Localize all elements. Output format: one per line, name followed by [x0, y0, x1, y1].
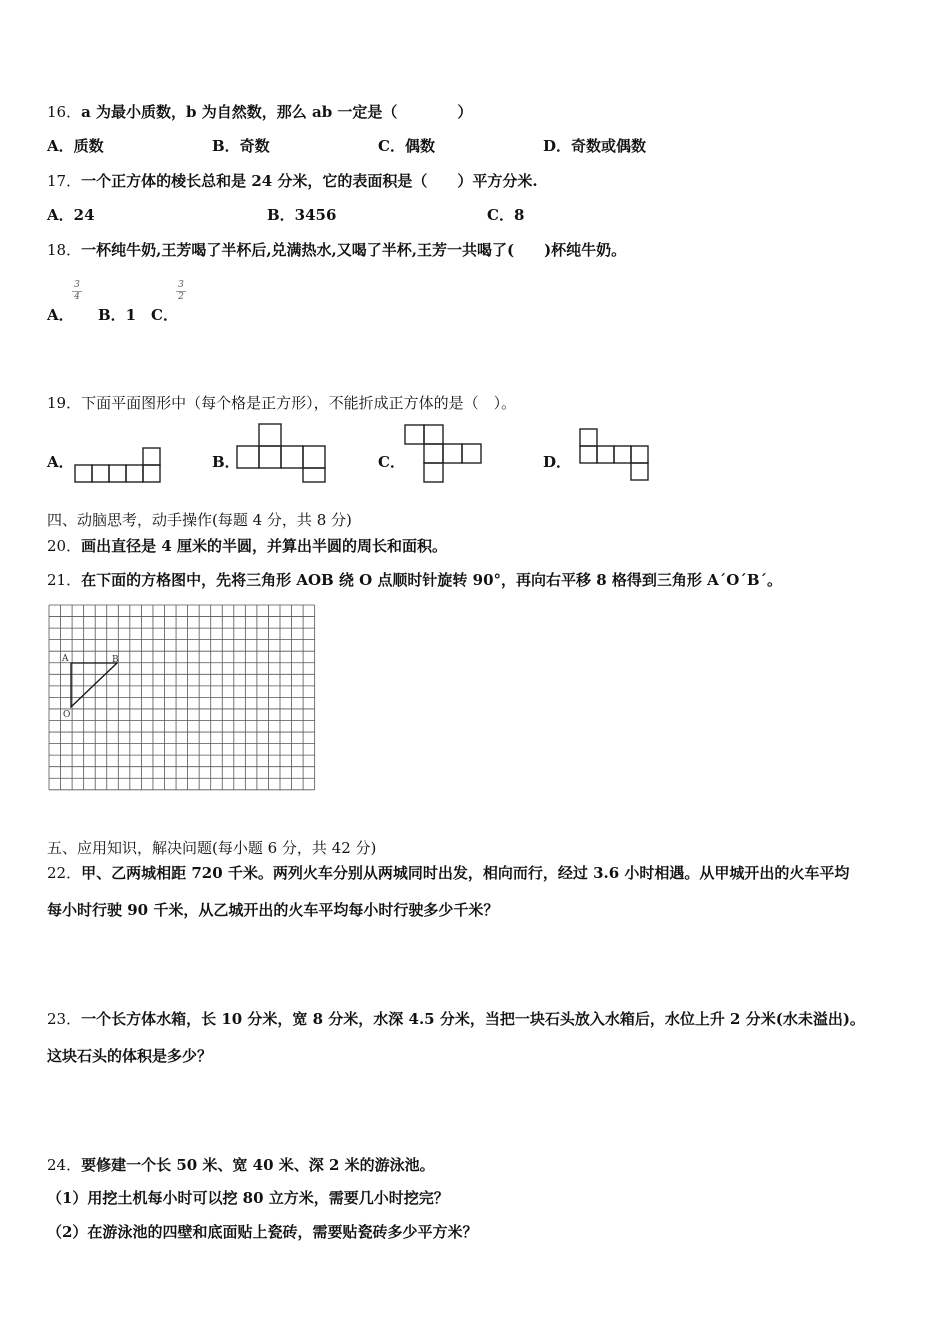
question-text: 甲、乙两城相距 720 千米。两列火车分别从两城同时出发，相向而行，经过 3.6 小时相遇。从甲城开出的火车平均	[81, 864, 850, 882]
question-16	[47, 102, 472, 122]
question-22-line-1	[47, 863, 849, 883]
point-o-label: O	[63, 710, 71, 720]
question-text: 要修建一个长 50 米、宽 40 米、深 2 米的游泳池。	[81, 1156, 435, 1174]
triangle-aob	[71, 663, 117, 707]
q16-option-a: A．质数	[47, 137, 104, 155]
q18-fraction-c	[176, 281, 186, 302]
q18-option-c: C．	[151, 306, 178, 324]
question-text: 一杯纯牛奶,王芳喝了半杯后,兑满热水,又喝了半杯,王芳一共喝了( )杯纯牛奶。	[81, 241, 627, 259]
q19-option-c: C．	[378, 453, 405, 471]
point-a-label: A	[62, 654, 69, 664]
q17-option-c: C．8	[487, 206, 525, 224]
question-18	[47, 240, 626, 260]
question-23-line-2: 这块石头的体积是多少？	[47, 1047, 213, 1065]
question-number: 24．	[47, 1156, 82, 1174]
cube-net-a	[70, 445, 170, 487]
question-17	[47, 171, 538, 191]
question-number: 21．	[47, 571, 82, 589]
grid-lines	[49, 605, 315, 790]
question-number: 17．	[47, 172, 82, 190]
square-grid	[48, 603, 326, 795]
question-number: 19．	[47, 394, 82, 412]
q16-option-c: C．偶数	[378, 137, 435, 155]
section-4-title: 四、动脑思考，动手操作(每题 4 分，共 8 分)	[47, 511, 352, 529]
section-5-title: 五、应用知识，解决问题(每小题 6 分，共 42 分)	[47, 839, 377, 857]
fraction-denominator: 4	[74, 292, 80, 302]
q18-option-b: B．1	[98, 306, 137, 324]
question-22-line-2: 每小时行驶 90 千米，从乙城开出的火车平均每小时行驶多少千米？	[47, 901, 499, 919]
question-text: 一个长方体水箱，长 10 分米，宽 8 分米，水深 4.5 分米，当把一块石头放入水箱后，水位上升 2 分米(水未溢出)。	[81, 1010, 865, 1028]
question-text: 画出直径是 4 厘米的半圆，并算出半圆的周长和面积。	[81, 537, 447, 555]
point-b-label: B	[112, 655, 119, 665]
question-20	[47, 536, 447, 556]
question-24-sub-1: （1）用挖土机每小时可以挖 80 立方米，需要几小时挖完？	[47, 1189, 449, 1207]
q19-option-b: B．	[212, 453, 240, 471]
question-number: 23．	[47, 1010, 82, 1028]
fraction-numerator: 3	[74, 280, 80, 290]
fraction-numerator: 3	[178, 280, 184, 290]
q17-option-b: B．3456	[267, 206, 337, 224]
question-text: a 为最小质数，b 为自然数，那么 ab 一定是（ ）	[81, 103, 473, 121]
question-number: 20．	[47, 537, 82, 555]
fraction-denominator: 2	[178, 292, 184, 302]
q19-option-d: D．	[543, 453, 572, 471]
q19-option-a: A．	[47, 453, 74, 471]
q17-option-a: A．24	[47, 206, 95, 224]
question-text: 一个正方体的棱长总和是 24 分米，它的表面积是（ ）平方分米.	[81, 172, 538, 190]
cube-net-d	[575, 424, 660, 486]
question-24-sub-2: （2）在游泳池的四壁和底面贴上瓷砖，需要贴瓷砖多少平方米？	[47, 1223, 478, 1241]
question-number: 18．	[47, 241, 82, 259]
question-21	[47, 570, 782, 590]
q18-option-a: A．	[47, 306, 74, 324]
q18-fraction-a	[72, 281, 82, 302]
question-19	[47, 393, 516, 413]
cube-net-b	[232, 418, 332, 488]
question-24	[47, 1155, 435, 1175]
cube-net-c	[400, 420, 490, 486]
q16-option-d: D．奇数或偶数	[543, 137, 647, 155]
question-number: 22．	[47, 864, 82, 882]
question-text: 下面平面图形中（每个格是正方形），不能折成正方体的是（ ）。	[81, 394, 517, 412]
question-text: 在下面的方格图中，先将三角形 AOB 绕 O 点顺时针旋转 90°，再向右平移 8 格得到三角形 A´O´B´。	[81, 571, 783, 589]
question-23-line-1	[47, 1009, 865, 1029]
question-number: 16．	[47, 103, 82, 121]
q16-option-b: B．奇数	[212, 137, 270, 155]
